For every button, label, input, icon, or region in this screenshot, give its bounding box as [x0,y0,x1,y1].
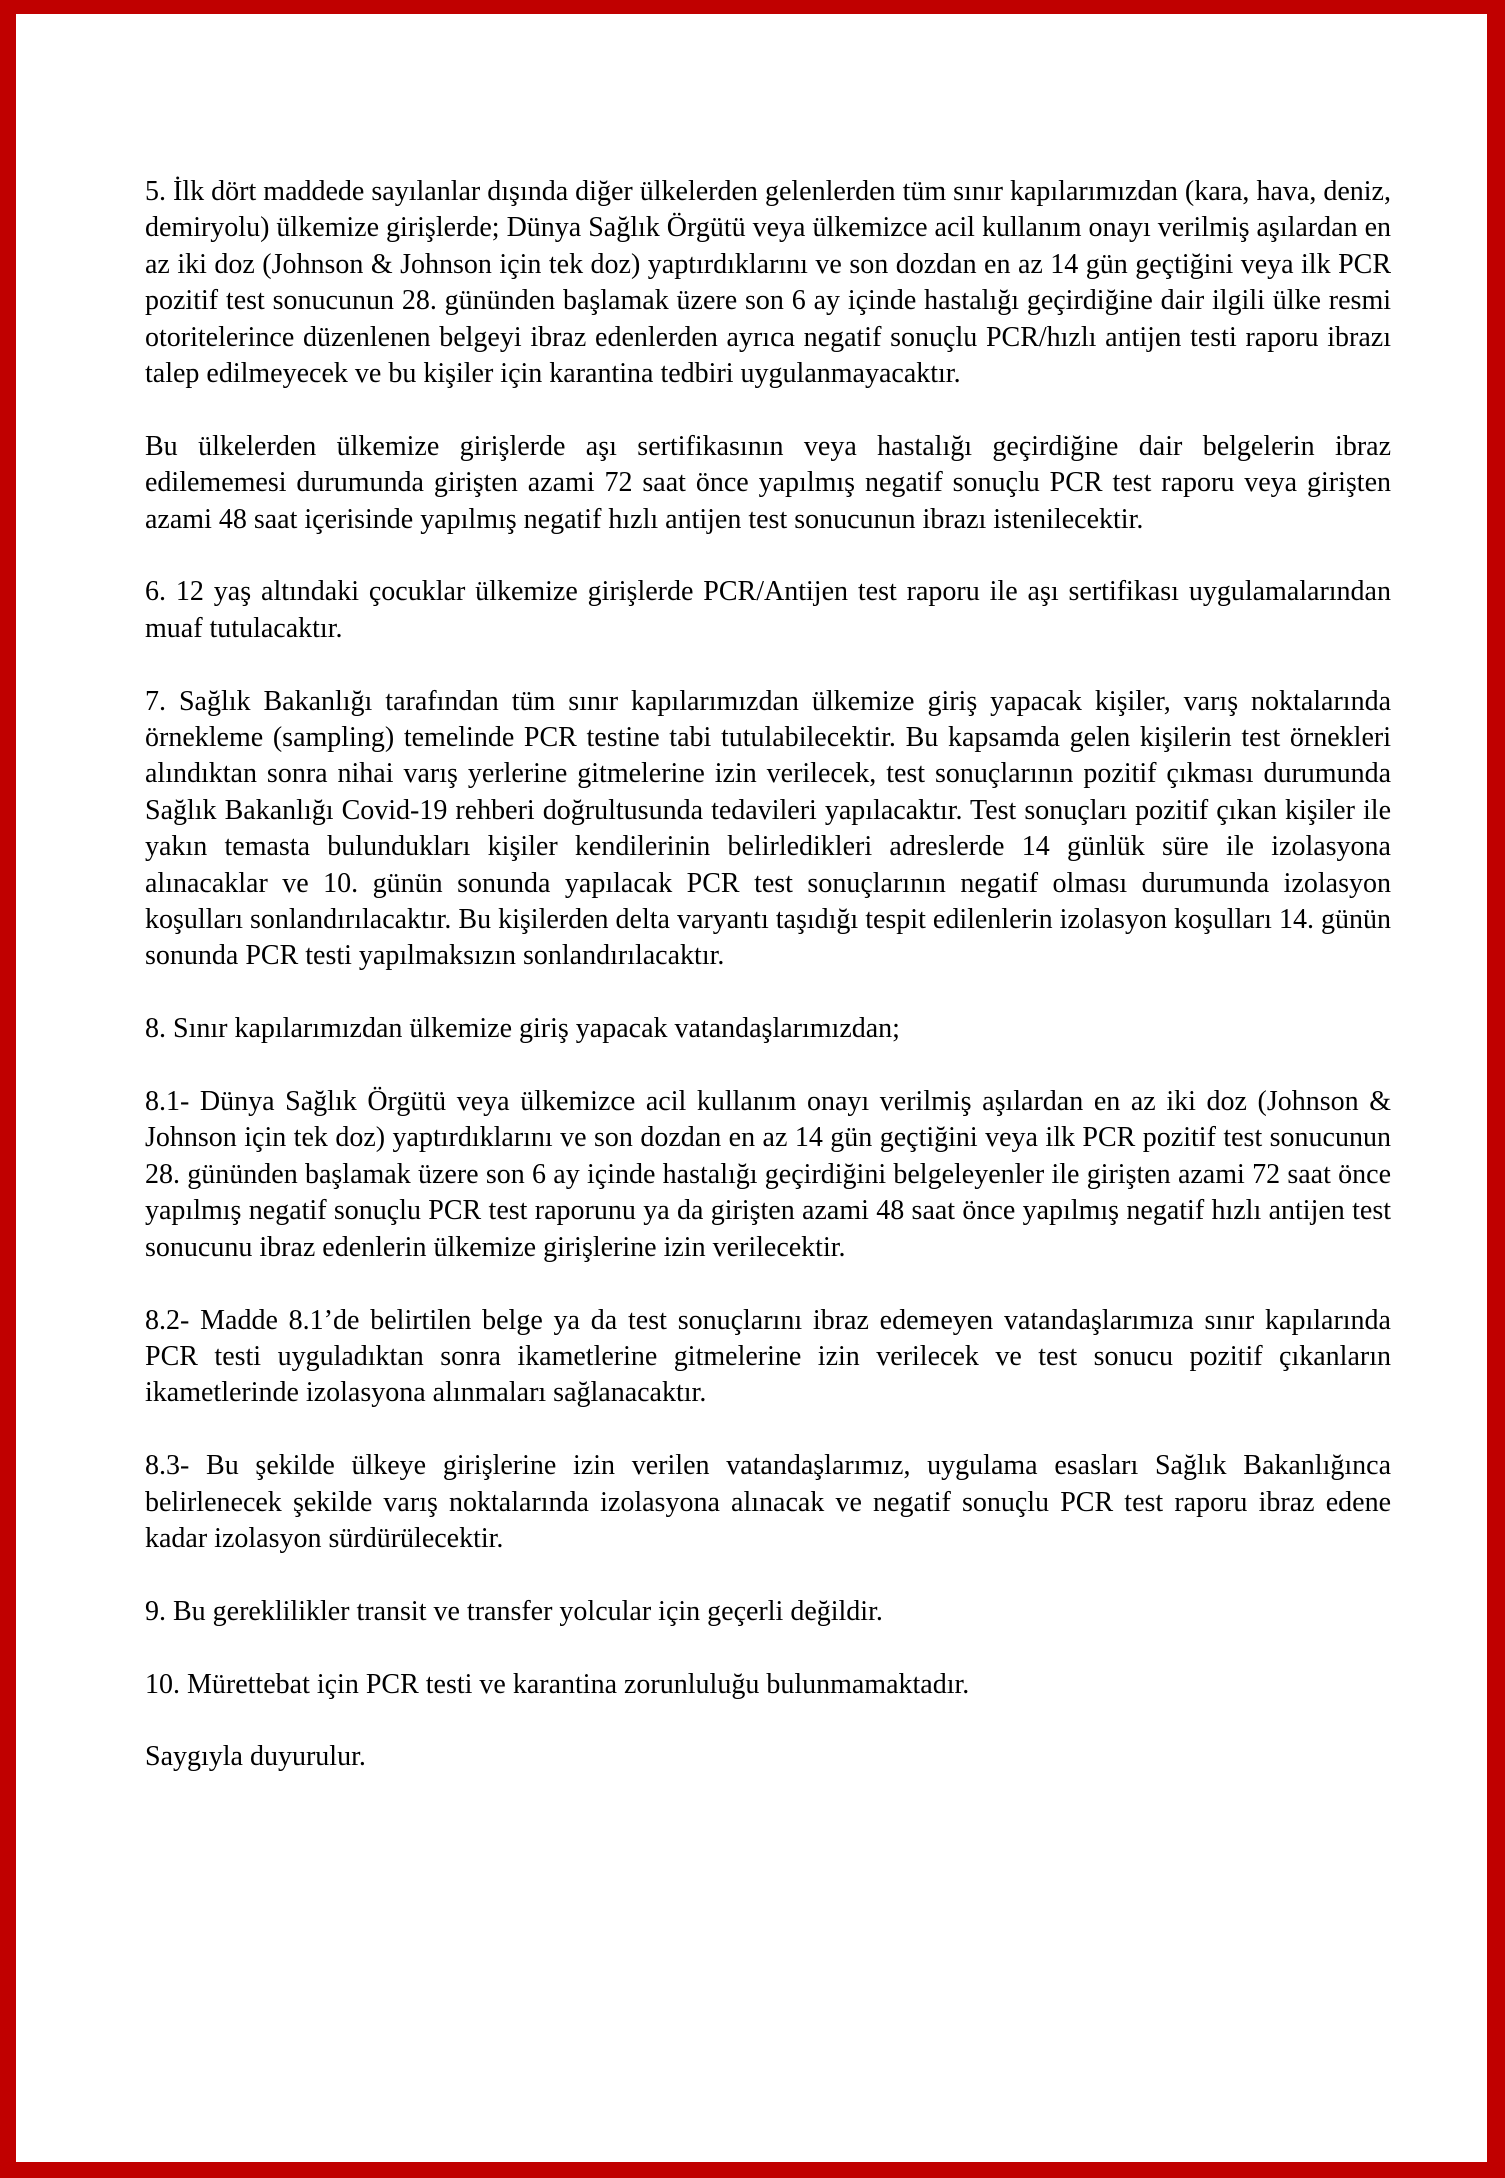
paragraph-item-8-3: 8.3- Bu şekilde ülkeye girişlerine izin verilen vatandaşlarımız, uygulama esasları Sağlık Bakanlığınca belirlenecek şekilde varış noktalarında izolasyona alınacak ve negatif sonuçlu PCR test raporu ibraz edene kadar izolasyon sürdürülecektir. [145,1450,1391,1554]
paragraph-item-10: 10. Mürettebat için PCR testi ve karantina zorunluluğu bulunmamaktadır. [145,1668,970,1700]
paragraph-item-5-continued: Bu ülkelerden ülkemize girişlerde aşı sertifikasının veya hastalığı geçirdiğine dair belgelerin ibraz edilememesi durumunda girişten azami 72 saat önce yapılmış negatif sonuçlu PCR test raporu veya girişten azami 48 saat içerisinde yapılmış negatif hızlı antijen test sonucunun ibrazı istenilecektir. [145,430,1391,535]
paragraph-item-8-2: 8.2- Madde 8.1’de belirtilen belge ya da test sonuçlarını ibraz edemeyen vatandaşlarımıza sınır kapılarında PCR testi uyguladıktan sonra ikametlerine gitmelerine izin verilecek ve test sonucu pozitif çıkanların ikametlerinde izolasyona alınmaları sağlanacaktır. [145,1304,1391,1409]
closing-line: Saygıyla duyurulur. [145,1741,366,1773]
paragraph-item-8-1: 8.1- Dünya Sağlık Örgütü veya ülkemizce acil kullanım onayı verilmiş aşılardan en az iki doz (Johnson & Johnson için tek doz) yaptırdıklarını ve son dozdan en az 14 gün geçtiğini veya ilk PCR pozitif test sonucunun 28. gününden başlamak üzere son 6 ay içinde hastalığı geçirdiğini belgeleyenler ile girişten azami 72 saat önce yapılmış negatif sonuçlu PCR test raporunu ya da girişten azami 48 saat önce yapılmış negatif hızlı antijen test sonucunu ibraz edenlerin ülkemize girişlerine izin verilecektir. [145,1086,1391,1263]
paragraph-item-9: 9. Bu gereklilikler transit ve transfer yolcular için geçerli değildir. [145,1595,883,1627]
paragraph-item-7: 7. Sağlık Bakanlığı tarafından tüm sınır kapılarımızdan ülkemize giriş yapacak kişiler, varış noktalarında örnekleme (sampling) temelinde PCR testine tabi tutulabilecektir. Bu kapsamda gelen kişilerin test örnekleri alındıktan sonra nihai varış yerlerine gitmelerine izin verilecek, test sonuçlarının pozitif çıkması durumunda Sağlık Bakanlığı Covid-19 rehberi doğrultusunda tedavileri yapılacaktır. Test sonuçları pozitif çıkan kişiler ile yakın temasta bulundukları kişiler kendilerinin belirledikleri adreslerde 14 günlük süre ile izolasyona alınacaklar ve 10. günün sonunda yapılacak PCR test sonuçlarının negatif olması durumunda izolasyon koşulları sonlandırılacaktır. Bu kişilerden delta varyantı taşıdığı tespit edilenlerin izolasyon koşulları 14. günün sonunda PCR testi yapılmaksızın sonlandırılacaktır. [145,685,1391,972]
document-body [145,174,1391,1776]
paragraph-item-8: 8. Sınır kapılarımızdan ülkemize giriş yapacak vatandaşlarımızdan; [145,1013,900,1045]
paragraph-item-6: 6. 12 yaş altındaki çocuklar ülkemize girişlerde PCR/Antijen test raporu ile aşı sertifikası uygulamalarından muaf tutulacaktır. [145,576,1391,644]
paragraph-item-5: 5. İlk dört maddede sayılanlar dışında diğer ülkelerden gelenlerden tüm sınır kapılarımızdan (kara, hava, deniz, demiryolu) ülkemize girişlerde; Dünya Sağlık Örgütü veya ülkemizce acil kullanım onayı verilmiş aşılardan en az iki doz (Johnson & Johnson için tek doz) yaptırdıklarını ve son dozdan en az 14 gün geçtiğini veya ilk PCR pozitif test sonucunun 28. gününden başlamak üzere son 6 ay içinde hastalığı geçirdiğine dair ilgili ülke resmi otoritelerince düzenlenen belgeyi ibraz edenlerden ayrıca negatif sonuçlu PCR/hızlı antijen testi raporu ibrazı talep edilmeyecek ve bu kişiler için karantina tedbiri uygulanmayacaktır. [145,176,1391,390]
